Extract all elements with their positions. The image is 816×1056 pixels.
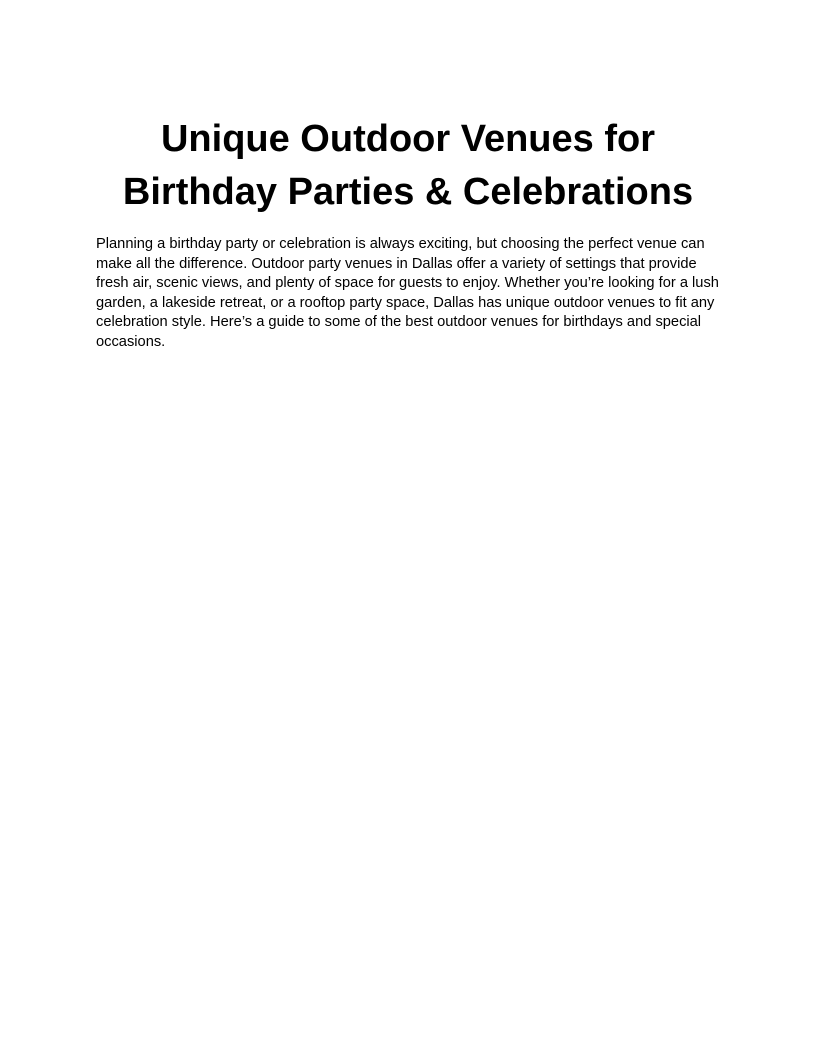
intro-line: make all the difference. Outdoor party venues in Dallas offer a variety of settings that provide	[96, 255, 697, 272]
intro-line: celebration style. Here’s a guide to some of the best outdoor venues for birthdays and special	[96, 314, 702, 331]
title-line: Unique Outdoor Venues for	[160, 118, 656, 160]
title-line: Birthday Parties & Celebrations	[122, 171, 694, 213]
intro-line: occasions.	[96, 333, 166, 350]
intro-line: garden, a lakeside retreat, or a rooftop party space, Dallas has unique outdoor venues to fit any	[96, 294, 715, 311]
intro-line: fresh air, scenic views, and plenty of space for guests to enjoy. Whether you’re looking for a lush	[96, 275, 719, 292]
page-title	[96, 113, 720, 219]
intro-line: Planning a birthday party or celebration is always exciting, but choosing the perfect venue can	[96, 236, 705, 252]
intro-paragraph	[96, 235, 726, 353]
